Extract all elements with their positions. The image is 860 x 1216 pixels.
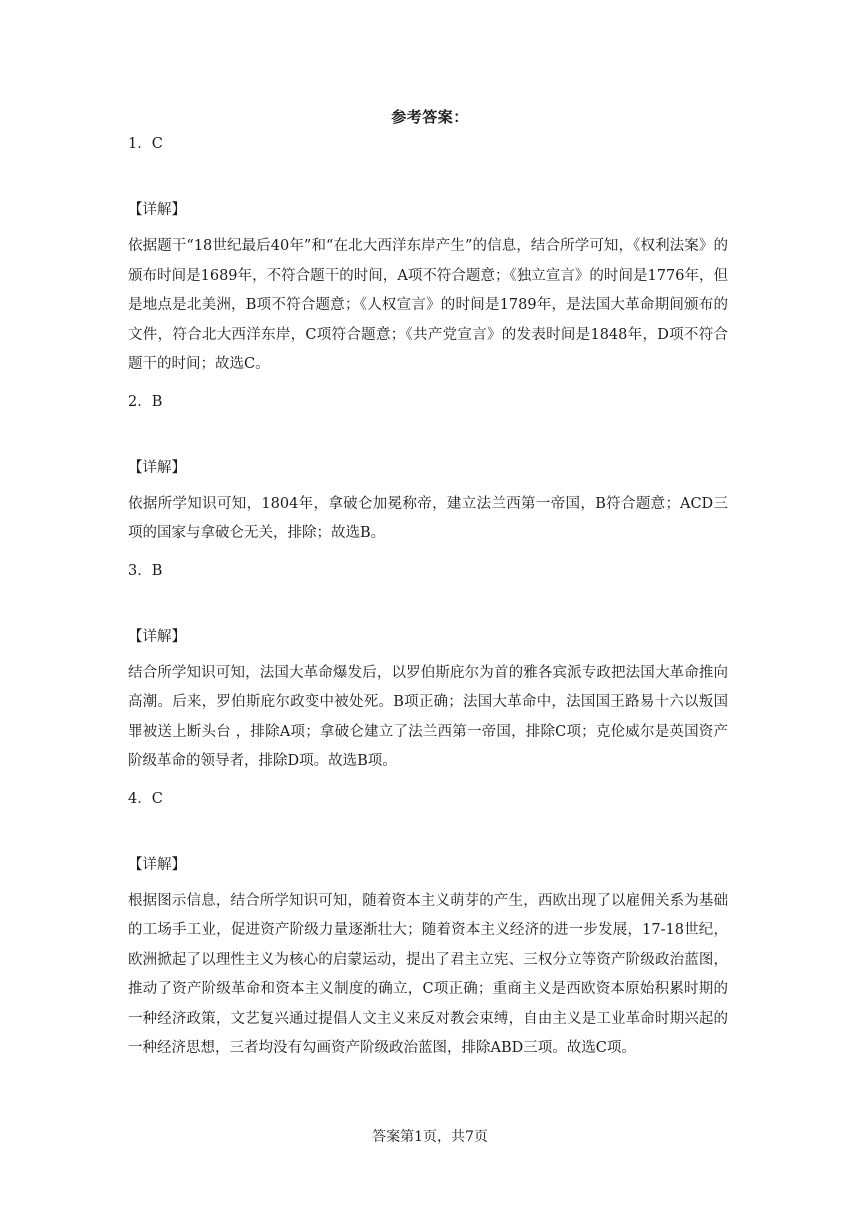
explanation-text: 依据题干“18世纪最后40年”和“在北大西洋东岸产生”的信息，结合所学可知，《权利法案》的颁布时间是1689年，不符合题干的时间，A项不符合题意；《独立宣言》的时间是1776年，但是地点是北美洲，B项不符合题意；《人权宣言》的时间是1789年，是法国大革命期间颁布的文件，符合北大西洋东岸，C项符合题意；《共产党宣言》的发表时间是1848年，D项不符合题干的时间；故选C。 xyxy=(128,238,728,372)
explanation-text: 依据所学知识可知，1804年，拿破仑加冕称帝，建立法兰西第一帝国，B符合题意；ACD三项的国家与拿破仑无关，排除；故选B。 xyxy=(128,495,728,541)
explanation-text: 结合所学知识可知，法国大革命爆发后，以罗伯斯庇尔为首的雅各宾派专政把法国大革命推向高潮。后来，罗伯斯庇尔政变中被处死。B项正确；法国大革命中，法国国王路易十六以叛国罪被送上断头台 ，排除A项；拿破仑建立了法兰西第一帝国，排除C项；克伦威尔是英国资产阶级革命的领导者，排除D项。故选B项。 xyxy=(128,664,728,769)
answer-item-4 xyxy=(128,787,728,1064)
answer-list xyxy=(128,132,728,1074)
page-footer: 答案第1页，共7页 xyxy=(372,1129,488,1145)
detail-label: 【详解】 xyxy=(128,856,186,873)
page-title: 参考答案： xyxy=(391,108,469,126)
answer-number: 1．C xyxy=(128,136,163,152)
detail-label: 【详解】 xyxy=(128,628,186,645)
answer-item-1 xyxy=(128,132,728,380)
answer-item-2 xyxy=(128,390,728,549)
answer-number: 2．B xyxy=(128,393,163,410)
detail-label: 【详解】 xyxy=(128,459,186,476)
answer-number: 4．C xyxy=(128,790,163,807)
answer-number: 3．B xyxy=(128,562,163,579)
explanation-text: 根据图示信息，结合所学知识可知，随着资本主义萌芽的产生，西欧出现了以雇佣关系为基础的工场手工业，促进资产阶级力量逐渐壮大；随着资本主义经济的进一步发展，17-18世纪，欧洲掀起了以理性主义为核心的启蒙运动，提出了君主立宪、三权分立等资产阶级政治蓝图，推动了资产阶级革命和资本主义制度的确立，C项正确；重商主义是西欧资本原始积累时期的一种经济政策，文艺复兴通过提倡人文主义来反对教会束缚，自由主义是工业革命时期兴起的一种经济思想，三者均没有勾画资产阶级政治蓝图，排除ABD三项。故选C项。 xyxy=(128,892,728,1056)
answer-item-3 xyxy=(128,559,728,777)
detail-label: 【详解】 xyxy=(128,202,186,218)
